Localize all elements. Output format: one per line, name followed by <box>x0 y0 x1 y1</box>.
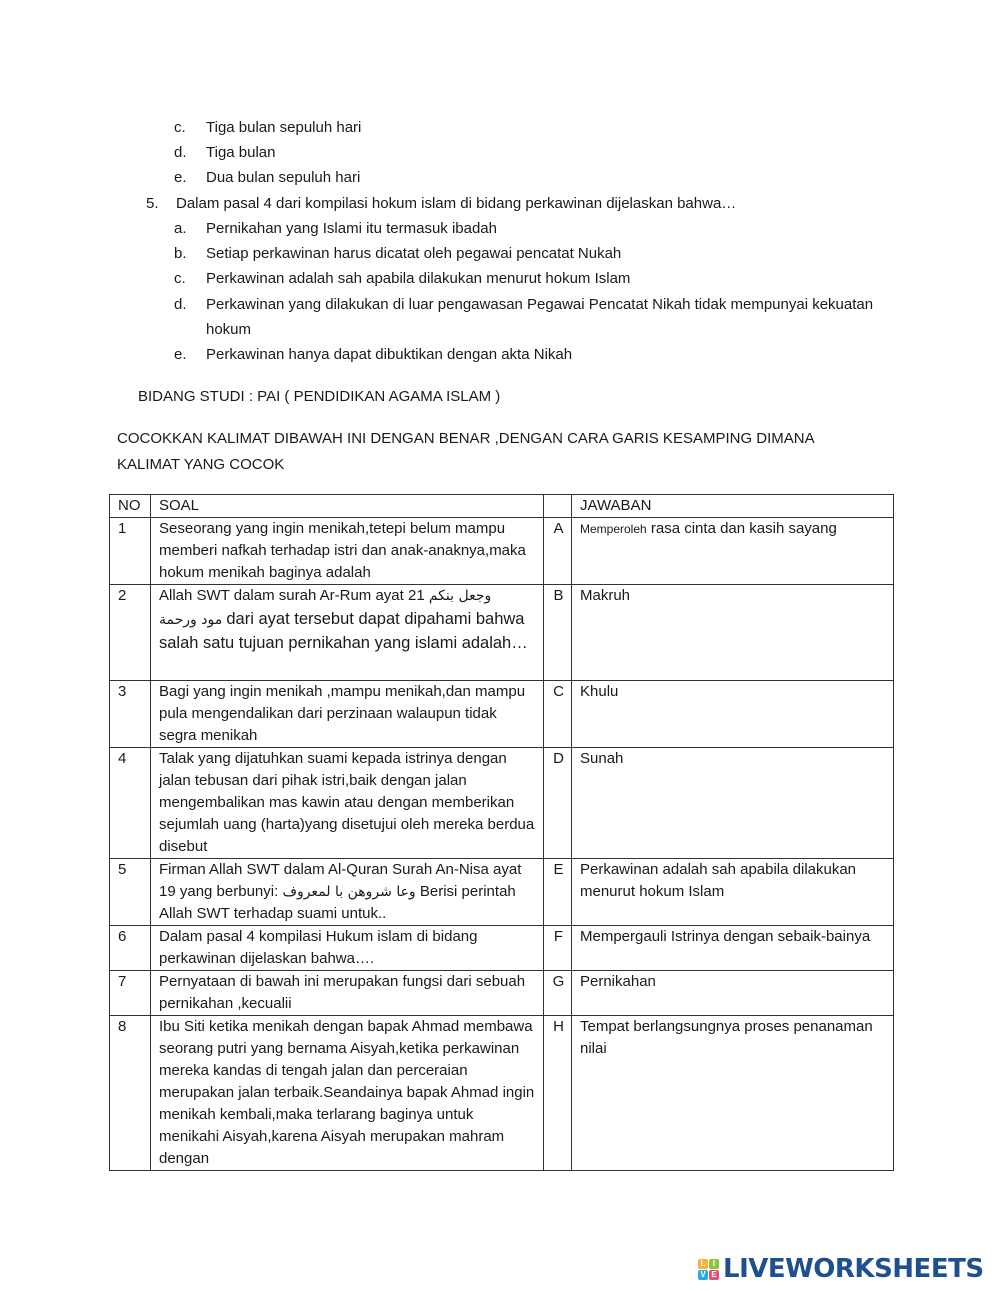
option-text: Perkawinan hanya dapat dibuktikan dengan akta Nikah <box>206 346 573 363</box>
row-jawaban: Tempat berlangsungnya proses penanaman nilai <box>572 1016 894 1171</box>
table-row <box>110 971 894 1016</box>
soal-text: Berisi perintah Allah SWT terhadap suami untuk.. <box>159 883 516 922</box>
logo-tile: I <box>709 1259 719 1269</box>
option-item <box>174 140 894 165</box>
row-no: 8 <box>110 1016 151 1171</box>
soal-text: Firman Allah SWT dalam Al-Quran Surah An-Nisa ayat 19 yang berbunyi: <box>159 861 522 900</box>
row-soal: Ibu Siti ketika menikah dengan bapak Ahmad membawa seorang putri yang bernama Aisyah,ketika perkawinan mereka kandas di tengah jalan dan perceraian merupakan jalan terbaik.Seandainya bapak Ahmad ingin menikah kembali,maka terlarang baginya untuk menikahi Aisyah,karena Aisyah merupakan mahram dengan <box>151 1016 544 1171</box>
logo-text: LIVEWORKSHEETS <box>723 1254 984 1284</box>
arabic-text: وجعل بنكم <box>428 588 492 604</box>
row-jawaban: Sunah <box>572 748 894 859</box>
table-row <box>110 681 894 748</box>
row-no: 3 <box>110 681 151 748</box>
row-no: 7 <box>110 971 151 1016</box>
header-soal: SOAL <box>151 495 544 518</box>
row-jawaban: Mempergauli Istrinya dengan sebaik-bainya <box>572 926 894 971</box>
table-row <box>110 748 894 859</box>
table-row <box>110 926 894 971</box>
option-letter: d. <box>174 144 187 161</box>
row-no: 4 <box>110 748 151 859</box>
option-item <box>174 342 894 367</box>
option-text: Perkawinan adalah sah apabila dilakukan menurut hokum Islam <box>206 270 631 287</box>
logo-tile: V <box>698 1270 708 1280</box>
jawaban-prefix: Memperoleh <box>580 522 647 536</box>
question-5 <box>146 191 906 216</box>
row-letter: A <box>544 518 572 585</box>
question-number: 5. <box>146 195 159 212</box>
row-soal: Bagi yang ingin menikah ,mampu menikah,dan mampu pula mengendalikan dari perzinaan walaupun tidak segra menikah <box>151 681 544 748</box>
row-no: 6 <box>110 926 151 971</box>
soal-text: Allah SWT dalam surah Ar-Rum ayat 21 <box>159 587 425 604</box>
header-no: NO <box>110 495 151 518</box>
option-letter: c. <box>174 119 186 136</box>
option-item <box>174 241 894 266</box>
row-soal: Dalam pasal 4 kompilasi Hukum islam di bidang perkawinan dijelaskan bahwa…. <box>151 926 544 971</box>
row-jawaban <box>572 518 894 585</box>
row-letter: E <box>544 859 572 926</box>
row-letter: C <box>544 681 572 748</box>
option-text: Perkawinan yang dilakukan di luar pengawasan Pegawai Pencatat Nikah tidak mempunyai kekuatan hokum <box>206 296 874 338</box>
option-item <box>174 266 894 291</box>
row-jawaban: Khulu <box>572 681 894 748</box>
row-jawaban: Pernikahan <box>572 971 894 1016</box>
header-letter <box>544 495 572 518</box>
option-item <box>174 115 894 140</box>
option-item <box>174 216 894 241</box>
instruction-text: COCOKKAN KALIMAT DIBAWAH INI DENGAN BENAR ,DENGAN CARA GARIS KESAMPING DIMANA KALIMAT YANG COCOK <box>117 430 814 473</box>
option-letter: e. <box>174 169 187 186</box>
option-letter: e. <box>174 346 187 363</box>
matching-table <box>109 494 894 1171</box>
logo-tile: L <box>698 1259 708 1269</box>
question-text: Dalam pasal 4 dari kompilasi hokum islam di bidang perkawinan dijelaskan bahwa… <box>176 195 737 212</box>
row-no: 1 <box>110 518 151 585</box>
row-soal: Talak yang dijatuhkan suami kepada istrinya dengan jalan tebusan dari pihak istri,baik dengan jalan mengembalikan mas kawin atau dengan memberikan sejumlah uang (harta)yang disetujui oleh mereka berdua disebut <box>151 748 544 859</box>
row-no: 5 <box>110 859 151 926</box>
option-letter: d. <box>174 296 187 313</box>
row-letter: D <box>544 748 572 859</box>
option-letter: b. <box>174 245 187 262</box>
arabic-text: مود ورحمة <box>159 612 223 628</box>
row-soal: Seseorang yang ingin menikah,tetepi belum mampu memberi nafkah terhadap istri dan anak-anaknya,maka hokum menikah baginya adalah <box>151 518 544 585</box>
row-soal <box>151 859 544 926</box>
option-letter: c. <box>174 270 186 287</box>
logo-icon <box>698 1259 719 1280</box>
option-text: Dua bulan sepuluh hari <box>206 169 361 186</box>
option-item <box>174 292 894 342</box>
jawaban-text: rasa cinta dan kasih sayang <box>650 520 837 537</box>
subject-heading: BIDANG STUDI : PAI ( PENDIDIKAN AGAMA ISLAM ) <box>138 388 501 405</box>
option-item <box>174 165 894 190</box>
row-jawaban: Perkawinan adalah sah apabila dilakukan menurut hokum Islam <box>572 859 894 926</box>
row-letter: B <box>544 585 572 681</box>
table-row <box>110 1016 894 1171</box>
option-text: Tiga bulan sepuluh hari <box>206 119 362 136</box>
option-text: Tiga bulan <box>206 144 276 161</box>
row-letter: H <box>544 1016 572 1171</box>
row-soal <box>151 585 544 681</box>
table-row <box>110 585 894 681</box>
table-row <box>110 518 894 585</box>
row-no: 2 <box>110 585 151 681</box>
table-row <box>110 859 894 926</box>
row-letter: G <box>544 971 572 1016</box>
row-soal: Pernyataan di bawah ini merupakan fungsi dari sebuah pernikahan ,kecualii <box>151 971 544 1016</box>
option-text: Pernikahan yang Islami itu termasuk ibadah <box>206 220 497 237</box>
header-jawaban: JAWABAN <box>572 495 894 518</box>
row-jawaban: Makruh <box>572 585 894 681</box>
soal-text: dari ayat tersebut dapat dipahami bahwa salah satu tujuan pernikahan yang islami adalah… <box>159 610 528 652</box>
row-letter: F <box>544 926 572 971</box>
option-text: Setiap perkawinan harus dicatat oleh pegawai pencatat Nukah <box>206 245 622 262</box>
liveworksheets-logo <box>698 1254 984 1284</box>
logo-tile: E <box>709 1270 719 1280</box>
table-header-row <box>110 495 894 518</box>
arabic-text: وعا شروهن با لمعروف <box>282 884 416 900</box>
option-letter: a. <box>174 220 187 237</box>
